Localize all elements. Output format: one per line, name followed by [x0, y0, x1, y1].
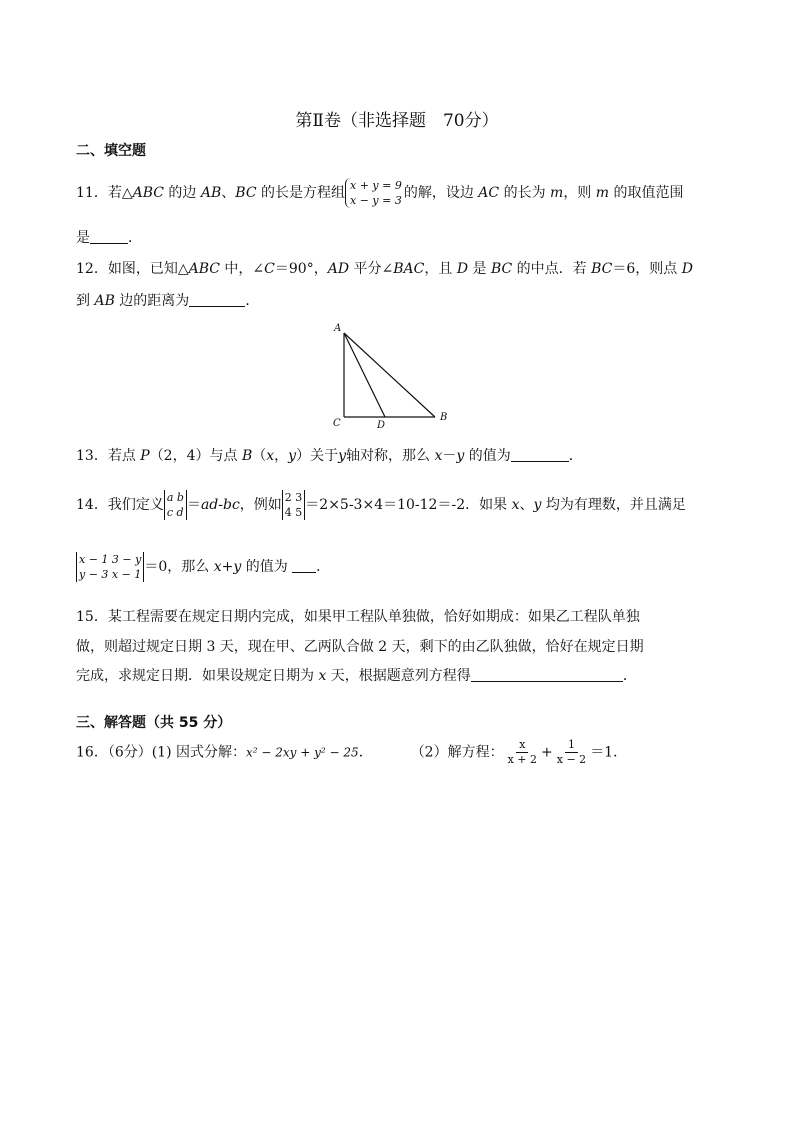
- answer-blank-13[interactable]: [511, 447, 569, 462]
- fraction-1: $\frac{x}{x + 2}$: [507, 738, 538, 766]
- label-c: C: [333, 418, 341, 429]
- question-16: 16．（6分）(1) 因式分解：x² − 2xy + y² − 25． （2）解方程： $\frac{x}{x + 2}$ + $\frac{1}{x - 2}$ ＝1．: [76, 738, 628, 766]
- answer-blank-11[interactable]: [90, 229, 128, 244]
- question-14-line-1: 14．我们定义 a b c d ＝ad-bc，例如 2 3 4 5 ＝2×5-3×4＝10-12＝-2．如果 x、y 均为有理数，并且满足: [76, 491, 686, 519]
- question-14-line-2: x − 1 3 − y y − 3 x − 1 ＝0，那么 x+y 的值为 ．: [76, 552, 330, 582]
- label-d: D: [377, 420, 386, 431]
- label-b: B: [440, 412, 448, 423]
- page-title: 第Ⅱ卷（非选择题 70分）: [295, 111, 499, 131]
- answer-blank-15[interactable]: [471, 667, 623, 682]
- segment-ad: [344, 333, 385, 417]
- equation-system: x + y = 9 x − y = 3: [345, 178, 404, 208]
- question-13: 13．若点 P（2，4）与点 B（x，y）关于y轴对称，那么 x－y 的值为 ．: [76, 448, 583, 464]
- question-11-line-1: 11．若△ABC 的边 AB、BC 的长是方程组 x + y = 9 x − y = 3 的解，设边 AC 的长为 m，则 m 的取值范围: [76, 179, 684, 207]
- section-heading-fill-blank: 二、填空题: [76, 143, 146, 159]
- determinant-example: 2 3 4 5: [282, 490, 306, 520]
- question-11-line-2: 是 ．: [76, 230, 142, 246]
- question-15-line-2: 做，则超过规定日期 3 天，现在甲、乙两队合做 2 天，剩下的由乙队独做，恰好在规定日期: [76, 639, 644, 655]
- side-ab: [344, 333, 435, 417]
- question-15-line-1: 15．某工程需要在规定日期内完成，如果甲工程队单独做，恰好如期成：如果乙工程队单独: [76, 609, 640, 625]
- fraction-2: $\frac{1}{x - 2}$: [556, 738, 587, 766]
- triangle-figure: [325, 318, 455, 434]
- label-a: A: [334, 323, 342, 334]
- question-12-line-2: 到 AB 边的距离为 ．: [76, 293, 260, 309]
- answer-blank-12[interactable]: [189, 292, 245, 307]
- question-12-line-1: 12．如图，已知△ABC 中，∠C＝90°，AD 平分∠BAC，且 D 是 BC 的中点．若 BC＝6，则点 D: [76, 261, 693, 277]
- determinant-definition: a b c d: [164, 490, 187, 520]
- question-15-line-3: 完成，求规定日期．如果设规定日期为 x 天，根据题意列方程得 ．: [76, 668, 637, 684]
- determinant-condition: x − 1 3 − y y − 3 x − 1: [76, 552, 144, 582]
- answer-blank-14[interactable]: [292, 558, 316, 573]
- section-heading-solutions: 三、解答题（共 55 分）: [76, 715, 232, 731]
